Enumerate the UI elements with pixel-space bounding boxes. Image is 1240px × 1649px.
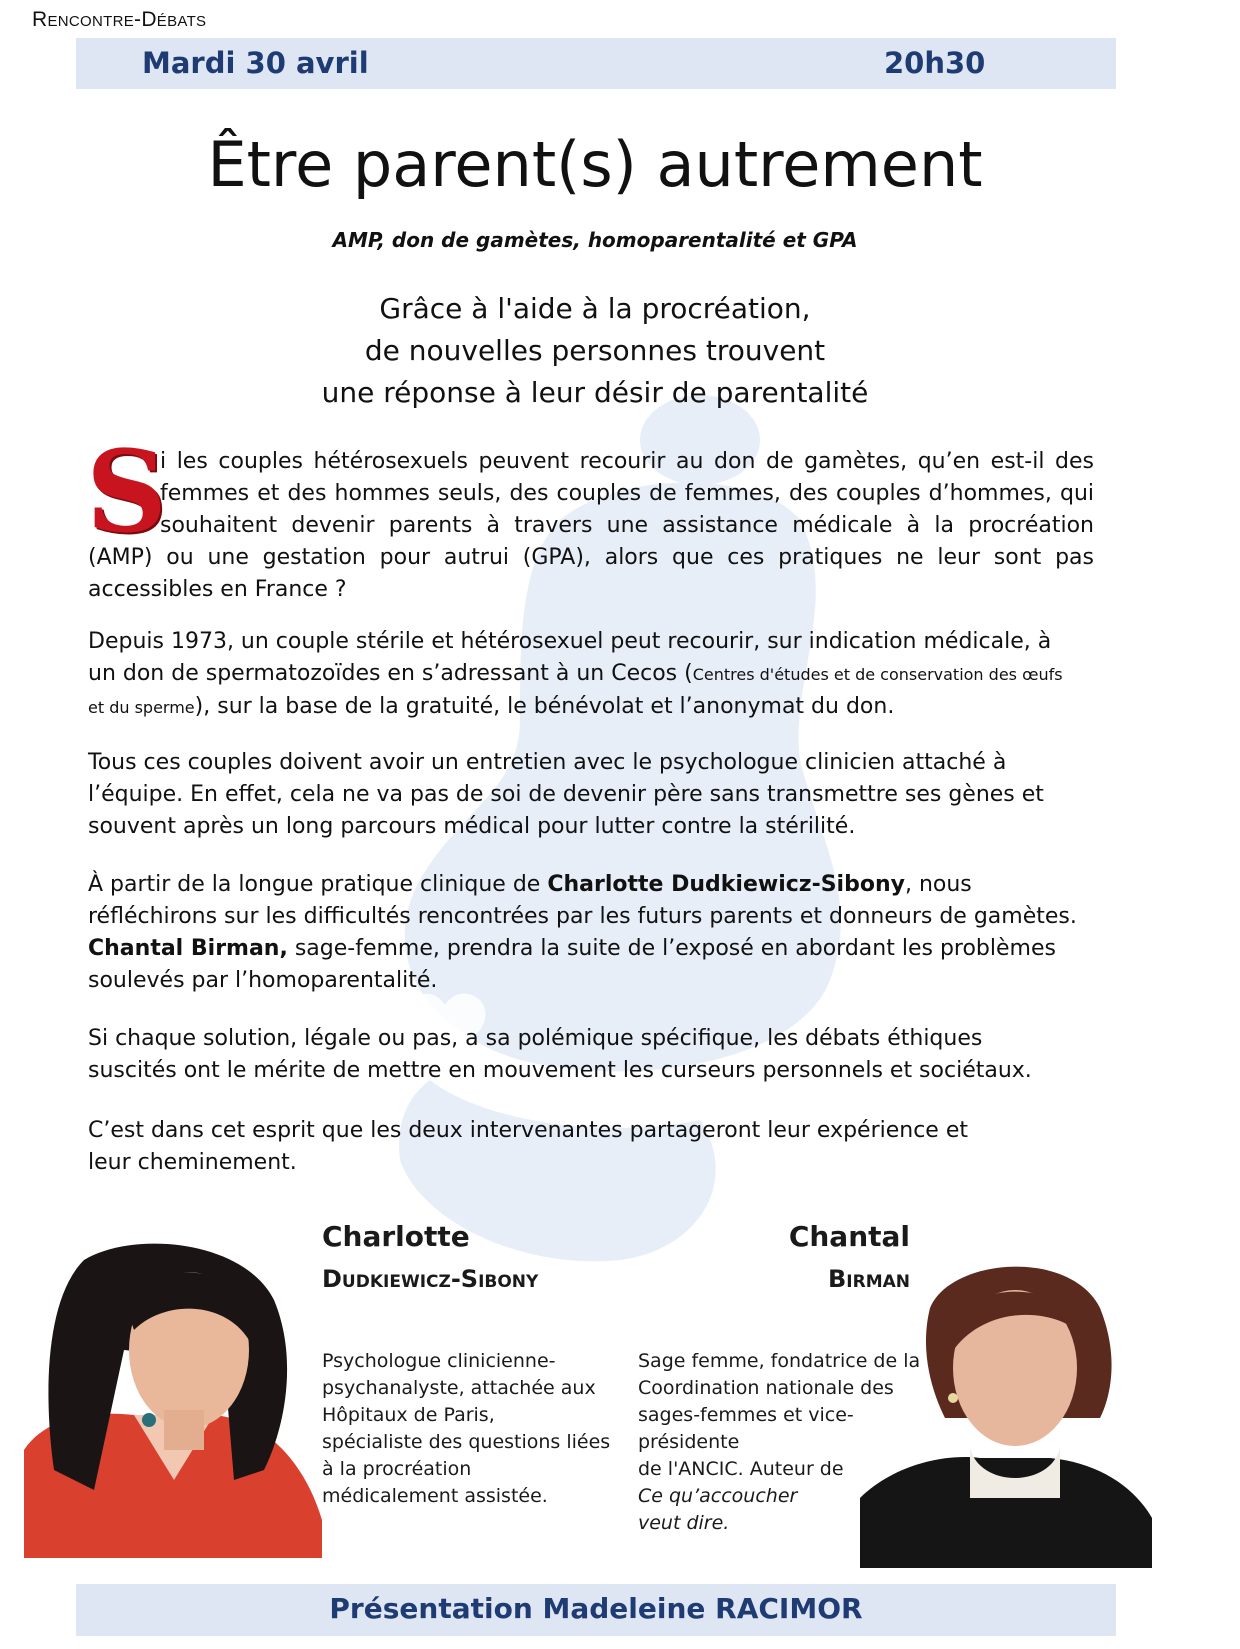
bio-line: de l'ANCIC. Auteur de: [638, 1458, 844, 1480]
paragraph-1: [88, 446, 1094, 606]
intro-line: de nouvelles personnes trouvent: [364, 334, 826, 367]
speaker-first-name: Chantal: [788, 1220, 910, 1253]
paragraph-line: femmes et des hommes seuls, des couples de femmes, des couples d’hommes, qui: [160, 481, 1094, 506]
speaker-photo-chantal: [860, 1248, 1152, 1568]
paragraph-6: C’est dans cet esprit que les deux intervenantes partageront leur expérience et leur cheminement.: [88, 1118, 968, 1175]
event-type-label: Rencontre-Débats: [32, 8, 207, 31]
bio-line: psychanalyste, attachée aux: [322, 1377, 596, 1399]
cecos-definition: Centres d'études et de conservation des œufs et du sperme: [88, 665, 1063, 717]
drop-cap-letter: S: [86, 427, 167, 558]
presenter-credit: Présentation Madeleine RACIMOR: [329, 1592, 863, 1625]
book-title-line: Ce qu’accoucher: [638, 1485, 798, 1507]
speaker-first-name: Charlotte: [322, 1220, 470, 1253]
paragraph-4: [88, 869, 1078, 997]
speaker-last-name: Dudkiewicz-Sibony: [322, 1265, 539, 1293]
paragraph-text: Depuis 1973, un couple stérile et hétérosexuel peut recourir, sur indication médicale, à un don de spermatozoïdes en s’adressant à un Cecos (: [88, 629, 1052, 686]
bio-line: Psychologue clinicienne-: [322, 1350, 556, 1372]
speaker-photo-charlotte: [24, 1240, 322, 1558]
event-date: Mardi 30 avril: [142, 46, 369, 80]
paragraph-2: [88, 626, 1068, 724]
intro-line: Grâce à l'aide à la procréation,: [379, 292, 811, 325]
paragraph-line: accessibles en France ?: [88, 577, 347, 602]
paragraph-3: Tous ces couples doivent avoir un entretien avec le psychologue clinicien attaché à l’équipe. En effet, cela ne va pas de soi de devenir père sans transmettre ses gènes et souvent après un long parcours médical pour lutter contre la stérilité.: [88, 750, 1044, 839]
paragraph-line: souhaitent devenir parents à travers une assistance médicale à la procréation: [160, 513, 1094, 538]
paragraph-text: , nous réfléchirons sur les difficultés rencontrées par les futurs parents et donneurs de gamètes.: [88, 872, 1077, 929]
speaker-name-inline: Chantal Birman,: [88, 936, 288, 961]
bio-line: à la procréation: [322, 1458, 472, 1480]
event-time: 20h30: [884, 46, 986, 80]
intro-line: une réponse à leur désir de parentalité: [321, 376, 869, 409]
bio-line: sages-femmes et vice-présidente: [638, 1404, 854, 1453]
paragraph-line: (AMP) ou une gestation pour autrui (GPA), alors que ces pratiques ne leur sont pas: [88, 545, 1094, 570]
page-title: Être parent(s) autrement: [207, 128, 983, 201]
bio-line: médicalement assistée.: [322, 1485, 548, 1507]
paragraph-text: À partir de la longue pratique clinique de: [88, 872, 548, 897]
speaker-left-name: [322, 1216, 538, 1300]
paragraph-text: ), sur la base de la gratuité, le bénévolat et l’anonymat du don.: [194, 694, 895, 719]
speaker-name-inline: Charlotte Dudkiewicz-Sibony: [547, 872, 905, 897]
bio-line: Hôpitaux de Paris,: [322, 1404, 495, 1426]
book-title-line: veut dire.: [638, 1512, 730, 1534]
bio-line: Coordination nationale des: [638, 1377, 894, 1399]
bio-line: Sage femme, fondatrice de la: [638, 1350, 921, 1372]
paragraph-text: sage-femme, prendra la suite de l’exposé en abordant les problèmes soulevés par l’homoparentalité.: [88, 936, 1056, 993]
intro-text: [0, 288, 1190, 414]
paragraph-5: Si chaque solution, légale ou pas, a sa polémique spécifique, les débats éthiques suscités ont le mérite de mettre en mouvement les curseurs personnels et sociétaux.: [88, 1026, 1032, 1083]
speaker-left-bio: [322, 1348, 612, 1510]
paragraph-line: i les couples hétérosexuels peuvent recourir au don de gamètes, qu’en est-il des: [160, 449, 1094, 474]
bio-line: spécialiste des questions liées: [322, 1431, 611, 1453]
speaker-last-name: Birman: [827, 1265, 910, 1293]
subtitle: AMP, don de gamètes, homoparentalité et GPA: [332, 228, 858, 252]
